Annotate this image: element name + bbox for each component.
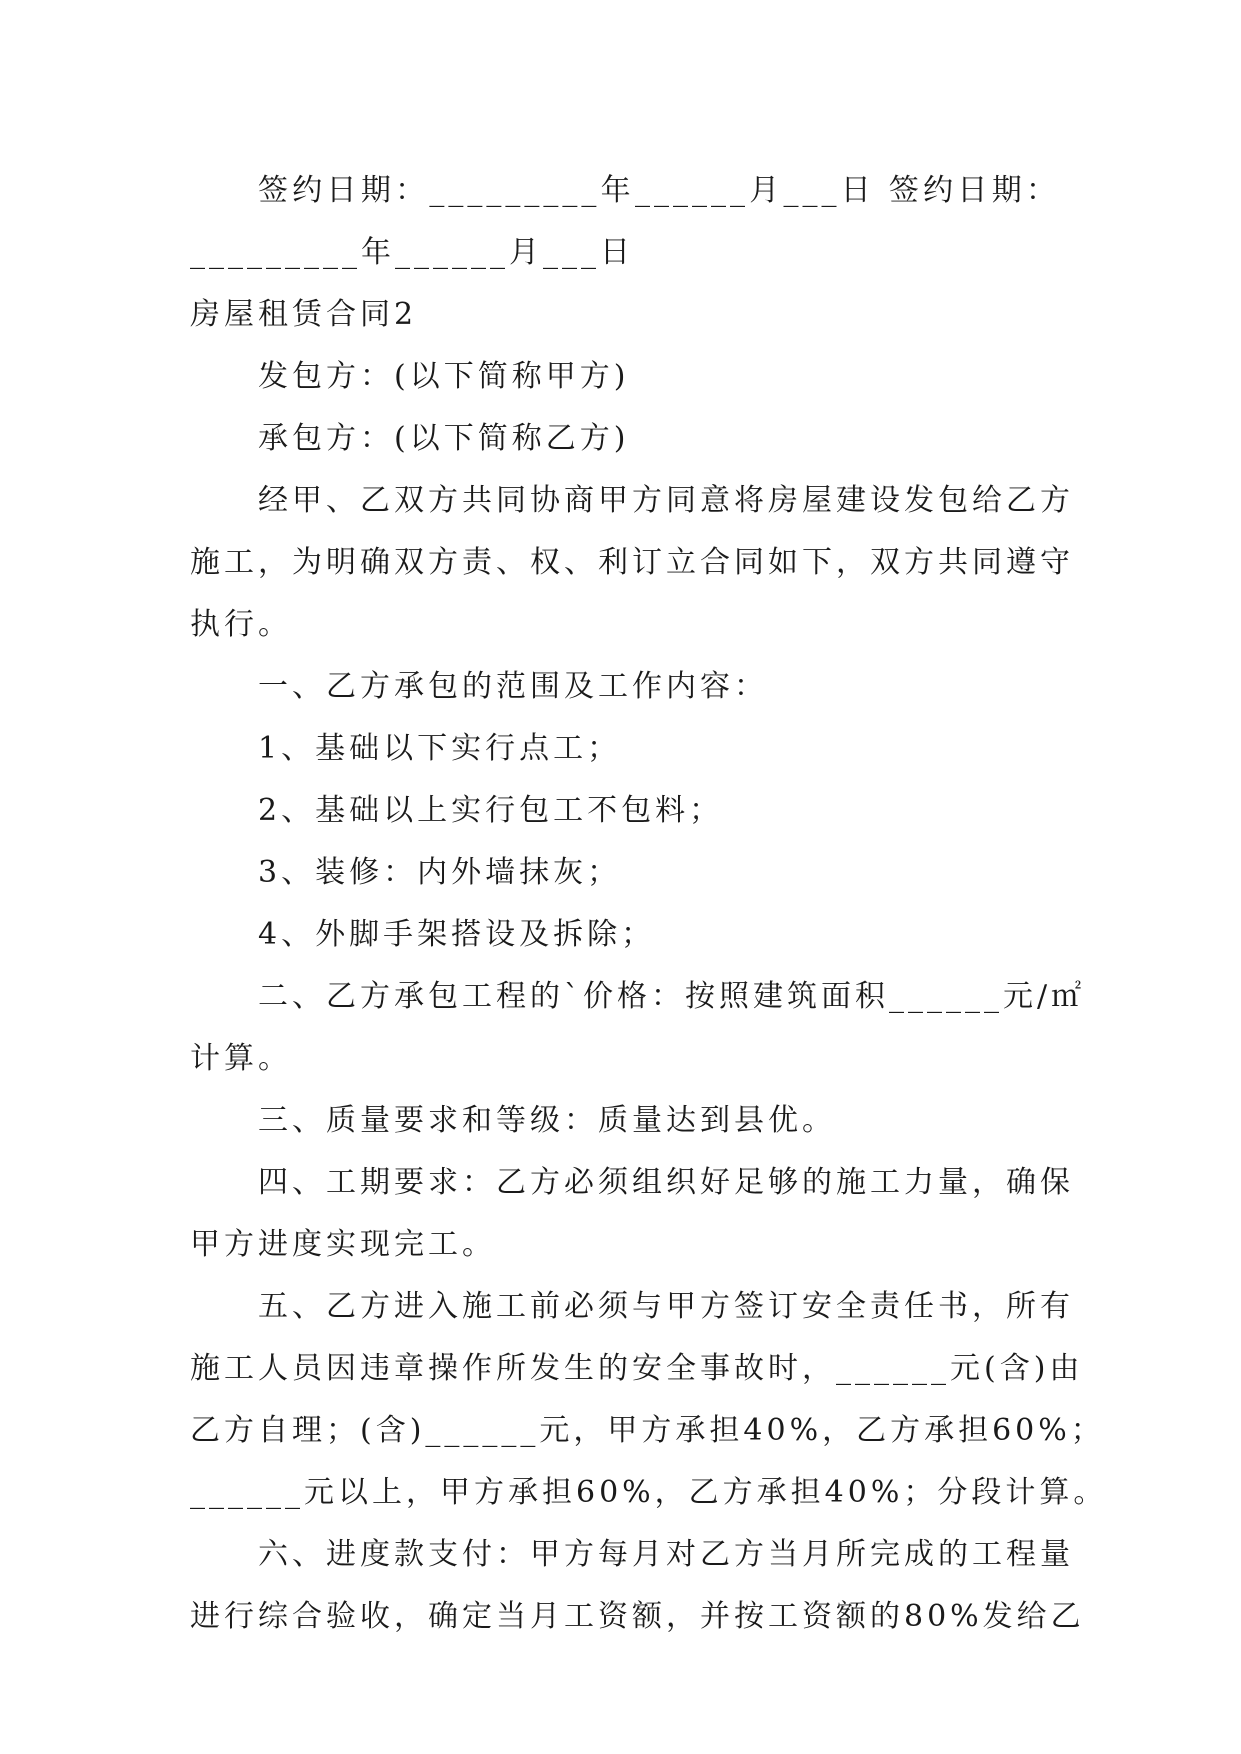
clause-heading: 一、乙方承包的范围及工作内容： <box>258 669 768 704</box>
preamble-line: 经甲、乙双方共同协商甲方同意将房屋建设发包给乙方 <box>258 483 1074 518</box>
clause-safety-continued: 施工人员因违章操作所发生的安全事故时，______元(含)由 <box>190 1351 1084 1386</box>
party-a-line: 发包方：(以下简称甲方) <box>258 359 630 394</box>
party-b-line: 承包方：(以下简称乙方) <box>258 421 630 456</box>
signing-date-line: 签约日期：_________年______月___日 签约日期： <box>258 173 1060 208</box>
clause-safety-continued: ______元以上，甲方承担60%，乙方承担40%；分段计算。 <box>190 1475 1108 1510</box>
preamble-line: 执行。 <box>190 607 292 642</box>
clause-price: 二、乙方承包工程的`价格：按照建筑面积______元/㎡ <box>258 979 1086 1014</box>
document-title: 房屋租赁合同2 <box>190 297 418 332</box>
clause-quality: 三、质量要求和等级：质量达到县优。 <box>258 1103 836 1138</box>
clause-schedule-continued: 甲方进度实现完工。 <box>190 1227 496 1262</box>
clause-item: 3、装修：内外墙抹灰； <box>258 855 622 890</box>
clause-price-continued: 计算。 <box>190 1041 292 1076</box>
signing-date-line-continued: _________年______月___日 <box>190 235 634 270</box>
document-body <box>190 160 1108 1648</box>
clause-item: 4、外脚手架搭设及拆除； <box>258 917 656 952</box>
clause-item: 2、基础以上实行包工不包料； <box>258 793 724 828</box>
clause-safety-continued: 乙方自理；(含)______元，甲方承担40%，乙方承担60%； <box>190 1413 1105 1448</box>
clause-payment-continued: 进行综合验收，确定当月工资额，并按工资额的80%发给乙 <box>190 1599 1085 1634</box>
preamble-line: 施工，为明确双方责、权、利订立合同如下，双方共同遵守 <box>190 545 1074 580</box>
clause-safety: 五、乙方进入施工前必须与甲方签订安全责任书，所有 <box>258 1289 1074 1324</box>
clause-payment: 六、进度款支付：甲方每月对乙方当月所完成的工程量 <box>258 1537 1074 1572</box>
clause-schedule: 四、工期要求：乙方必须组织好足够的施工力量，确保 <box>258 1165 1074 1200</box>
clause-item: 1、基础以下实行点工； <box>258 731 622 766</box>
